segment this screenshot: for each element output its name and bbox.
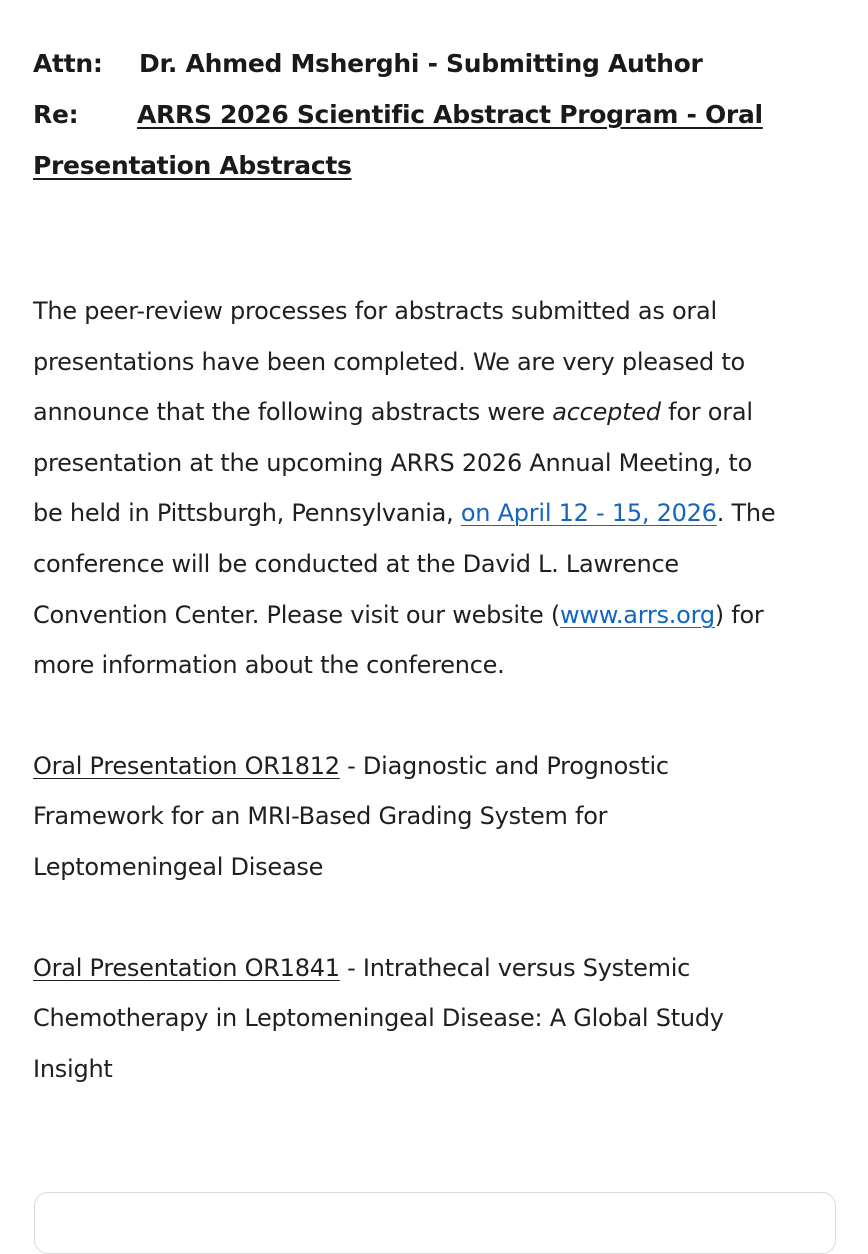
body-text: more information about the conference. [33,651,505,680]
body-text: ) for [714,600,764,629]
abstract-id: Oral Presentation OR1812 [33,751,340,780]
attn-value: Dr. Ahmed Msherghi - Submitting Author [139,49,703,78]
body-line [33,286,845,337]
abstract-line [33,741,845,792]
abstract-line [33,943,845,994]
body-text: be held in Pittsburgh, Pennsylvania, [33,499,461,528]
body-text: presentation at the upcoming ARRS 2026 Annual Meeting, to [33,448,753,477]
body-text: conference will be conducted at the David L. Lawrence [33,549,679,578]
re-row-continued [33,140,833,191]
attn-row [33,38,833,89]
spacer [33,893,845,943]
body-text: . The [716,499,776,528]
body-text: Convention Center. Please visit our website ( [33,600,560,629]
abstract-line [33,1044,845,1095]
attn-label: Attn: [33,49,103,78]
abstract-title: Framework for an MRI-Based Grading System for [33,802,608,831]
abstract-title: - Intrathecal versus Systemic [339,953,691,982]
accepted-emphasis: accepted [552,398,661,427]
body-text: for oral [660,398,753,427]
abstract-title: Leptomeningeal Disease [33,852,324,881]
abstract-line [33,993,845,1044]
body-text: presentations have been completed. We are very pleased to [33,347,745,376]
body-line [33,337,845,388]
abstract-line [33,842,845,893]
abstract-title: Insight [33,1054,113,1083]
body-line [33,387,845,438]
spacer [33,691,845,741]
email-body [33,286,845,1094]
body-line [33,640,845,691]
body-line [33,539,845,590]
body-text: The peer-review processes for abstracts submitted as oral [33,297,717,325]
abstract-title: - Diagnostic and Prognostic [339,751,669,780]
body-line [33,438,845,489]
abstract-entry [33,741,845,893]
subject-line-1: ARRS 2026 Scientific Abstract Program - Oral [137,100,763,129]
body-line [33,488,845,539]
re-row [33,89,833,140]
abstract-line [33,791,845,842]
email-header [33,38,833,191]
body-line [33,590,845,641]
abstract-id: Oral Presentation OR1841 [33,953,340,982]
abstract-entry [33,943,845,1095]
subject-line-2: Presentation Abstracts [33,151,352,180]
abstract-title: Chemotherapy in Leptomeningeal Disease: A Global Study [33,1004,724,1033]
reply-box[interactable] [34,1192,836,1254]
website-link[interactable]: www.arrs.org [559,600,715,629]
re-label: Re: [33,100,79,129]
meeting-date-link[interactable]: on April 12 - 15, 2026 [460,499,717,528]
body-text: announce that the following abstracts were [33,398,553,427]
